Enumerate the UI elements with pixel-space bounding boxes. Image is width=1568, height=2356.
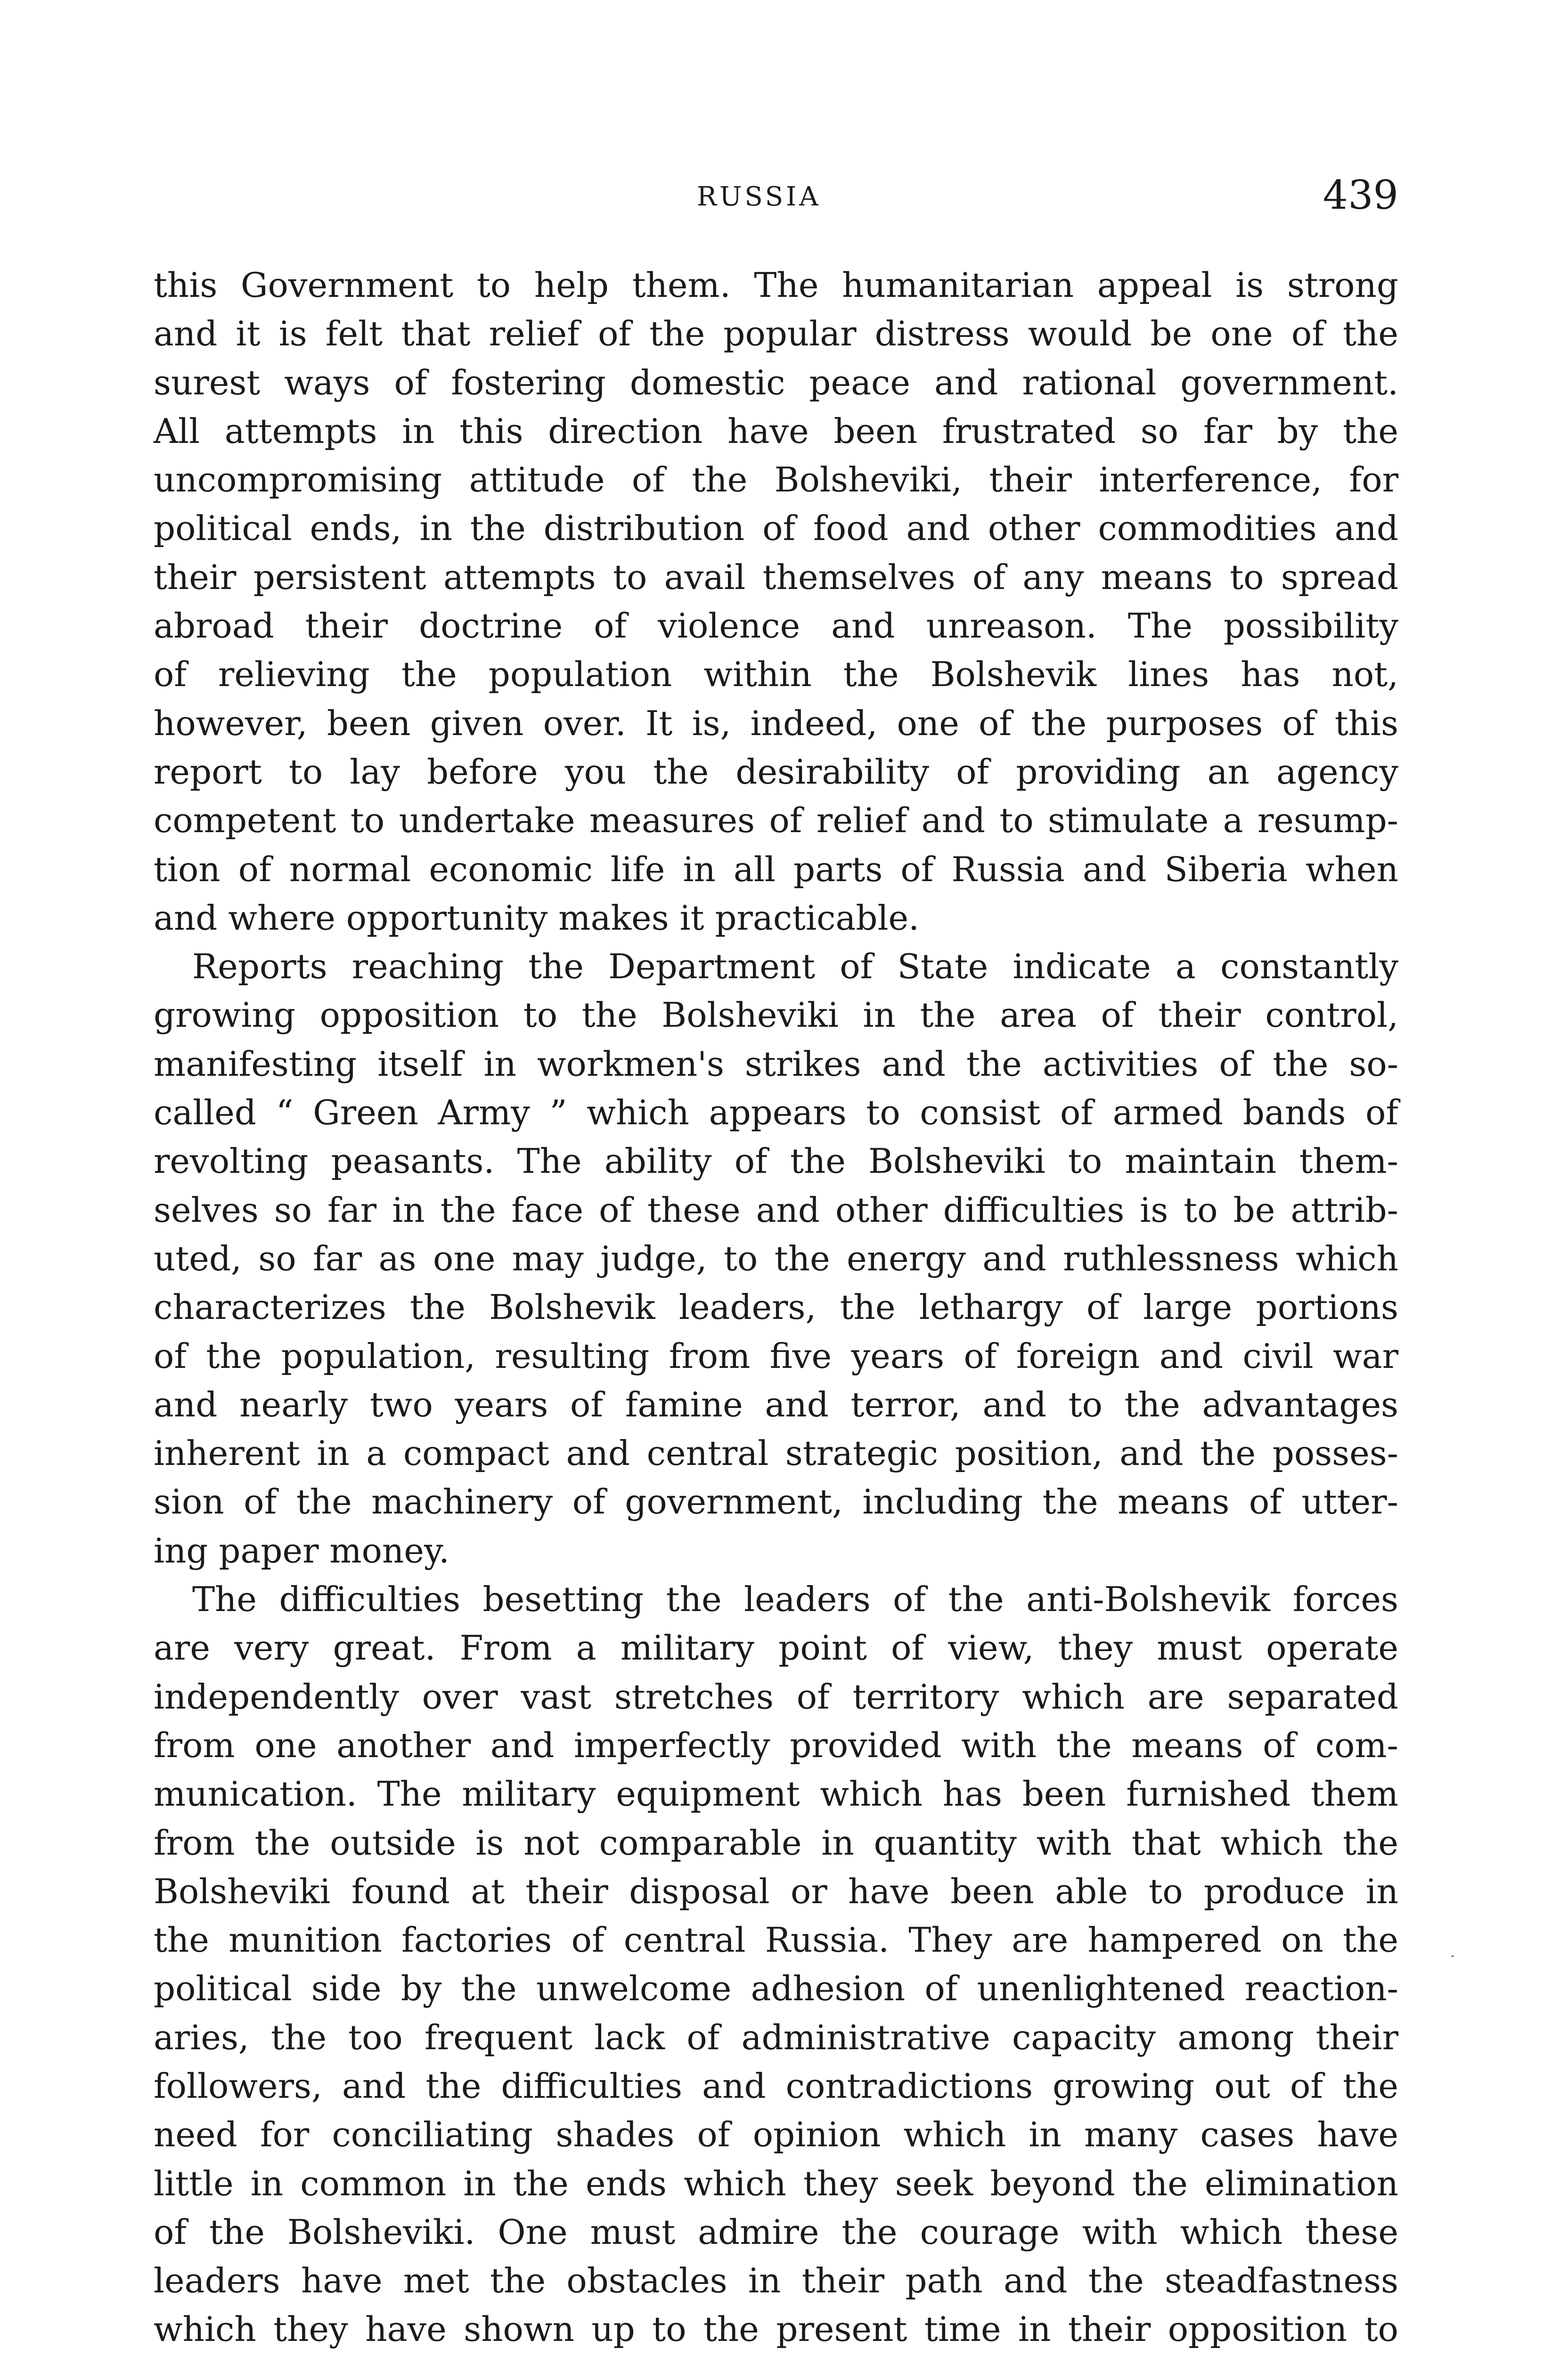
text-line: characterizes the Bolshevik leaders, the lethargy of large portions bbox=[154, 1287, 1398, 1327]
text-line: political ends, in the distribution of food and other commodities and bbox=[154, 508, 1398, 548]
text-line: and nearly two years of famine and terror, and to the advantages bbox=[154, 1384, 1398, 1424]
text-line: uncompromising attitude of the Bolsheviki, their interference, for bbox=[154, 460, 1398, 500]
text-line: ing paper money. bbox=[154, 1530, 449, 1571]
text-line: aries, the too frequent lack of administrative capacity among their bbox=[154, 2017, 1398, 2057]
text-line: which they have shown up to the present time in their opposition to bbox=[154, 2309, 1398, 2349]
text-line: surest ways of fostering domestic peace and rational government. bbox=[154, 362, 1398, 402]
body-text bbox=[154, 261, 1398, 2356]
text-line: this Government to help them. The humanitarian appeal is strong bbox=[154, 265, 1398, 305]
text-line: from one another and imperfectly provided with the means of com- bbox=[154, 1725, 1398, 1765]
text-line: need for conciliating shades of opinion which in many cases have bbox=[154, 2115, 1398, 2155]
text-line: abroad their doctrine of violence and unreason. The possibility bbox=[154, 606, 1398, 646]
text-line: selves so far in the face of these and other difficulties is to be attrib- bbox=[154, 1190, 1398, 1230]
page-number: 439 bbox=[1323, 172, 1398, 218]
text-line: of relieving the population within the Bolshevik lines has not, bbox=[154, 654, 1398, 695]
text-line: growing opposition to the Bolsheviki in the area of their control, bbox=[154, 995, 1398, 1035]
text-line: competent to undertake measures of relief and to stimulate a resump- bbox=[154, 801, 1398, 841]
text-line: and where opportunity makes it practicable. bbox=[154, 898, 919, 938]
text-line: the munition factories of central Russia. They are hampered on the bbox=[154, 1920, 1398, 1960]
text-line: sion of the machinery of government, including the means of utter- bbox=[154, 1482, 1398, 1522]
text-line: little in common in the ends which they seek beyond the elimination bbox=[154, 2163, 1398, 2203]
paragraph-1 bbox=[154, 261, 1398, 942]
text-line: leaders have met the obstacles in their path and the steadfastness bbox=[154, 2261, 1398, 2301]
text-line: report to lay before you the desirability of providing an agency bbox=[154, 752, 1398, 792]
text-line: followers, and the difficulties and contradictions growing out of the bbox=[154, 2066, 1398, 2106]
text-line: their persistent attempts to avail themselves of any means to spread bbox=[154, 557, 1398, 597]
text-line: Reports reaching the Department of State indicate a constantly bbox=[192, 947, 1398, 987]
text-line: however, been given over. It is, indeed, one of the purposes of this bbox=[154, 703, 1398, 743]
text-line: independently over vast stretches of territory which are separated bbox=[154, 1677, 1398, 1717]
text-line bbox=[154, 2354, 1398, 2356]
text-line: manifesting itself in workmen's strikes and the activities of the so- bbox=[154, 1044, 1398, 1084]
text-line: munication. The military equipment which has been furnished them bbox=[154, 1774, 1398, 1814]
text-line: Bolsheviki found at their disposal or have been able to produce in bbox=[154, 1871, 1398, 1911]
text-line: uted, so far as one may judge, to the energy and ruthlessness which bbox=[154, 1238, 1398, 1278]
paragraph-2 bbox=[154, 942, 1398, 1575]
text-line: The difficulties besetting the leaders of the anti-Bolshevik forces bbox=[192, 1579, 1398, 1620]
text-line: called “ Green Army ” which appears to consist of armed bands of bbox=[154, 1093, 1398, 1133]
text-line: revolting peasants. The ability of the Bolsheviki to maintain them- bbox=[154, 1141, 1398, 1181]
text-line: from the outside is not comparable in quantity with that which the bbox=[154, 1823, 1398, 1863]
text-line: All attempts in this direction have been frustrated so far by the bbox=[154, 411, 1398, 451]
text-line: and it is felt that relief of the popular distress would be one of the bbox=[154, 314, 1398, 354]
text-line: political side by the unwelcome adhesion of unenlightened reaction- bbox=[154, 1969, 1398, 2009]
text-line: tion of normal economic life in all parts of Russia and Siberia when bbox=[154, 849, 1398, 889]
running-head: RUSSIA bbox=[697, 181, 821, 212]
scan-speck bbox=[1451, 1955, 1454, 1957]
text-line: of the population, resulting from five years of foreign and civil war bbox=[154, 1336, 1398, 1376]
text-line: are very great. From a military point of view, they must operate bbox=[154, 1628, 1398, 1668]
paragraph-3 bbox=[154, 1575, 1398, 2356]
text-line: of the Bolsheviki. One must admire the courage with which these bbox=[154, 2212, 1398, 2252]
text-line: inherent in a compact and central strategic position, and the posses- bbox=[154, 1433, 1398, 1473]
